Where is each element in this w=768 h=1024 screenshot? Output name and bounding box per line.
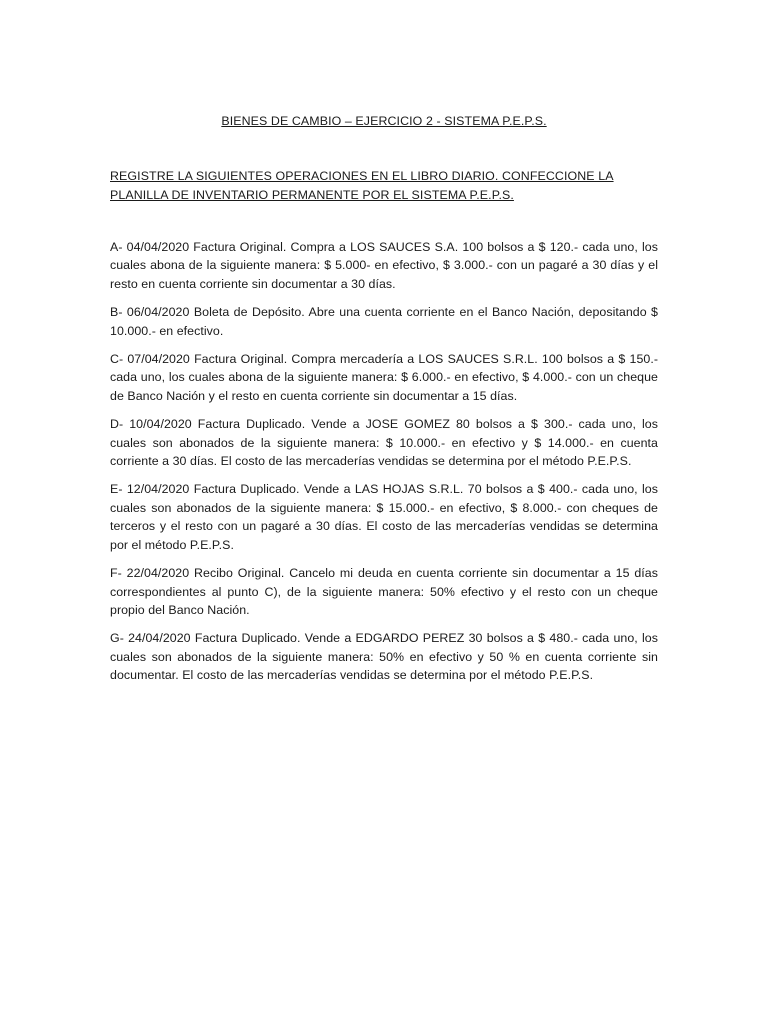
- operation-b: B- 06/04/2020 Boleta de Depósito. Abre una cuenta corriente en el Banco Nación, depositando $ 10.000.- en efectivo.: [110, 305, 658, 338]
- operations-list: [110, 238, 658, 695]
- operation-c: C- 07/04/2020 Factura Original. Compra mercadería a LOS SAUCES S.R.L. 100 bolsos a $ 150.- cada uno, los cuales abona de la siguiente manera: $ 6.000.- en efectivo, $ 4.000.- con un cheque de Banco Nación y el resto en cuenta corriente sin documentar a 15 días.: [110, 352, 658, 403]
- instructions-text: REGISTRE LA SIGUIENTES OPERACIONES EN EL LIBRO DIARIO. CONFECCIONE LA PLANILLA DE INVENTARIO PERMANENTE POR EL SISTEMA P.E.P.S.: [110, 169, 614, 202]
- operation-d: D- 10/04/2020 Factura Duplicado. Vende a JOSE GOMEZ 80 bolsos a $ 300.- cada uno, los cuales son abonados de la siguiente manera: $ 10.000.- en efectivo y $ 14.000.- en cuenta corriente a 30 días. El costo de las mercaderías vendidas se determina por el método P.E.P.S.: [110, 417, 658, 469]
- operation-f: F- 22/04/2020 Recibo Original. Cancelo mi deuda en cuenta corriente sin documentar a 15 días correspondientes al punto C), de la siguiente manera: 50% efectivo y el resto con un cheque propio del Banco Nación.: [110, 566, 658, 617]
- operation-g: G- 24/04/2020 Factura Duplicado. Vende a EDGARDO PEREZ 30 bolsos a $ 480.- cada uno, los cuales son abonados de la siguiente manera: 50% en efectivo y 50 % en cuenta corriente sin documentar. El costo de las mercaderías vendidas se determina por el método P.E.P.S.: [110, 631, 658, 683]
- operation-a: A- 04/04/2020 Factura Original. Compra a LOS SAUCES S.A. 100 bolsos a $ 120.- cada uno, los cuales abona de la siguiente manera: $ 5.000- en efectivo, $ 3.000.- con un pagaré a 30 días y el resto en cuenta corriente sin documentar a 30 días.: [110, 240, 658, 291]
- document-title: BIENES DE CAMBIO – EJERCICIO 2 - SISTEMA P.E.P.S.: [221, 114, 547, 128]
- operation-e: E- 12/04/2020 Factura Duplicado. Vende a LAS HOJAS S.R.L. 70 bolsos a $ 400.- cada uno, los cuales son abonados de la siguiente manera: $ 15.000.- en efectivo, $ 8.000.- con cheques de terceros y el resto con un pagaré a 30 días. El costo de las mercaderías vendidas se determina por el método P.E.P.S.: [110, 482, 658, 552]
